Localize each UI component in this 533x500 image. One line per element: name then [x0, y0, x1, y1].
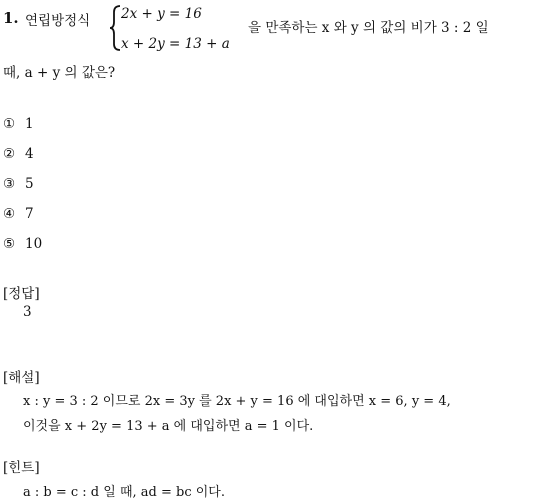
choice-5-text: 10 — [25, 236, 43, 252]
choice-2-mark: ② — [3, 146, 16, 162]
problem-intro: 연립방정식 — [25, 13, 91, 29]
choice-2[interactable] — [3, 146, 34, 162]
problem-question: 때, a + y 의 값은? — [3, 65, 116, 81]
problem-condition: 을 만족하는 x 와 y 의 값의 비가 3 : 2 일 — [248, 20, 489, 36]
choice-2-text: 4 — [25, 146, 34, 162]
hint-label: [힌트] — [3, 460, 40, 476]
equation-2: x + 2y = 13 + a — [121, 36, 230, 52]
equation-1: 2x + y = 16 — [121, 6, 202, 22]
answer-label: [정답] — [3, 286, 40, 302]
choice-3[interactable] — [3, 176, 34, 192]
choice-1-text: 1 — [25, 116, 34, 132]
choice-1-mark: ① — [3, 116, 16, 132]
choice-5[interactable] — [3, 236, 42, 252]
answer-value: 3 — [23, 304, 32, 320]
solution-label: [해설] — [3, 370, 40, 386]
choice-4[interactable] — [3, 206, 34, 222]
hint-line-1: a : b = c : d 일 때, ad = bc 이다. — [23, 485, 225, 500]
system-brace — [108, 4, 122, 52]
choice-1[interactable] — [3, 116, 34, 132]
choice-4-mark: ④ — [3, 206, 16, 222]
solution-line-2: 이것을 x + 2y = 13 + a 에 대입하면 a = 1 이다. — [23, 419, 314, 434]
choice-3-mark: ③ — [3, 176, 16, 192]
choice-5-mark: ⑤ — [3, 236, 16, 252]
choice-3-text: 5 — [25, 176, 34, 192]
solution-line-1: x : y = 3 : 2 이므로 2x = 3y 를 2x + y = 16 에 대입하면 x = 6, y = 4, — [23, 394, 451, 409]
problem-number: 1. — [3, 9, 19, 27]
choice-4-text: 7 — [25, 206, 34, 222]
